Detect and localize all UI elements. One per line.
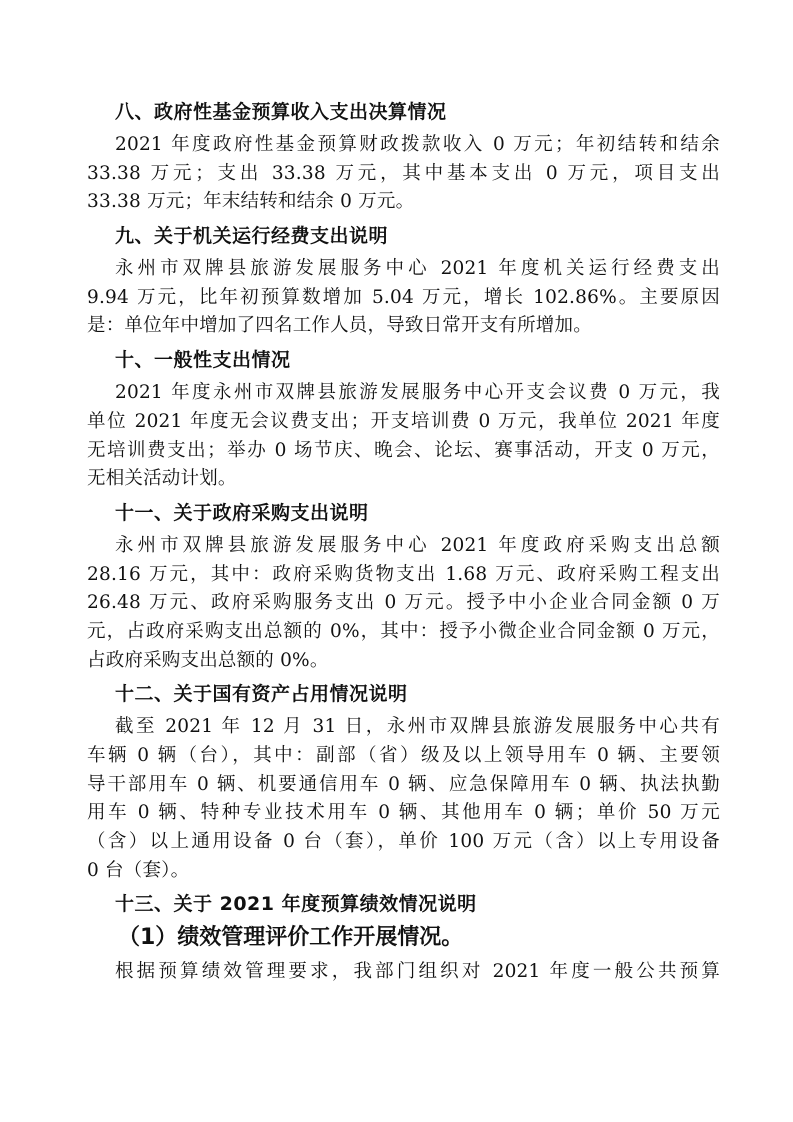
section-paragraph-10 (87, 379, 720, 494)
section-heading-8: 八、政府性基金预算收入支出决算情况 (115, 101, 447, 123)
document-body (87, 98, 720, 992)
section-heading-10: 十、一般性支出情况 (115, 349, 291, 372)
paragraph-line: 33.38 万元；支出 33.38 万元，其中基本支出 0 万元，项目支出 (87, 162, 720, 184)
section-paragraph-12 (87, 713, 720, 885)
section-heading-12: 十二、关于国有资产占用情况说明 (115, 683, 408, 706)
paragraph-line: 截至 2021 年 12 月 31 日，永州市双牌县旅游发展服务中心共有 (115, 716, 720, 738)
paragraph-line: 单位 2021 年度无会议费支出；开支培训费 0 万元，我单位 2021 年度 (87, 410, 720, 432)
paragraph-line: 占政府采购支出总额的 0%。 (87, 649, 329, 671)
section-paragraph-11 (87, 532, 720, 675)
section-heading-9: 九、关于机关运行经费支出说明 (115, 225, 389, 248)
paragraph-line: 导干部用车 0 辆、机要通信用车 0 辆、应急保障用车 0 辆、执法执勤 (87, 773, 720, 795)
section-paragraph-8 (87, 131, 720, 217)
paragraph-line: 33.38 万元；年末结转和结余 0 万元。 (87, 191, 415, 213)
section-heading-13: 十三、关于 2021 年度预算绩效情况说明 (115, 893, 477, 916)
section-paragraph-9 (87, 255, 720, 341)
paragraph-line: 用车 0 辆、特种专业技术用车 0 辆、其他用车 0 辆；单价 50 万元 (87, 802, 720, 824)
paragraph-line: 根据预算绩效管理要求，我部门组织对 2021 年度一般公共预算 (115, 961, 720, 983)
section-paragraph-13 (115, 958, 720, 987)
paragraph-line: 是：单位年中增加了四名工作人员，导致日常开支有所增加。 (87, 315, 592, 337)
paragraph-line: 2021 年度永州市双牌县旅游发展服务中心开支会议费 0 万元，我 (115, 382, 720, 404)
sub-heading: （1）绩效管理评价工作开展情况。 (118, 925, 464, 951)
paragraph-line: 车辆 0 辆（台），其中：副部（省）级及以上领导用车 0 辆、主要领 (87, 745, 720, 766)
paragraph-line: （含）以上通用设备 0 台（套），单价 100 万元（含）以上专用设备 (87, 831, 720, 853)
paragraph-line: 无相关活动计划。 (87, 468, 237, 490)
paragraph-line: 元，占政府采购支出总额的 0%，其中：授予小微企业合同金额 0 万元， (87, 620, 720, 642)
paragraph-line: 永州市双牌县旅游发展服务中心 2021 年度机关运行经费支出 (115, 258, 720, 280)
section-heading-11: 十一、关于政府采购支出说明 (115, 501, 369, 524)
paragraph-line: 0 台（套）。 (87, 859, 190, 881)
paragraph-line: 永州市双牌县旅游发展服务中心 2021 年度政府采购支出总额 (115, 534, 720, 556)
paragraph-line: 26.48 万元、政府采购服务支出 0 万元。授予中小企业合同金额 0 万 (87, 592, 720, 614)
paragraph-line: 无培训费支出；举办 0 场节庆、晚会、论坛、赛事活动，开支 0 万元， (87, 439, 720, 461)
paragraph-line: 2021 年度政府性基金预算财政拨款收入 0 万元；年初结转和结余 (115, 134, 720, 155)
paragraph-line: 28.16 万元，其中：政府采购货物支出 1.68 万元、政府采购工程支出 (87, 563, 720, 585)
paragraph-line: 9.94 万元，比年初预算数增加 5.04 万元，增长 102.86%。主要原因 (87, 286, 720, 308)
